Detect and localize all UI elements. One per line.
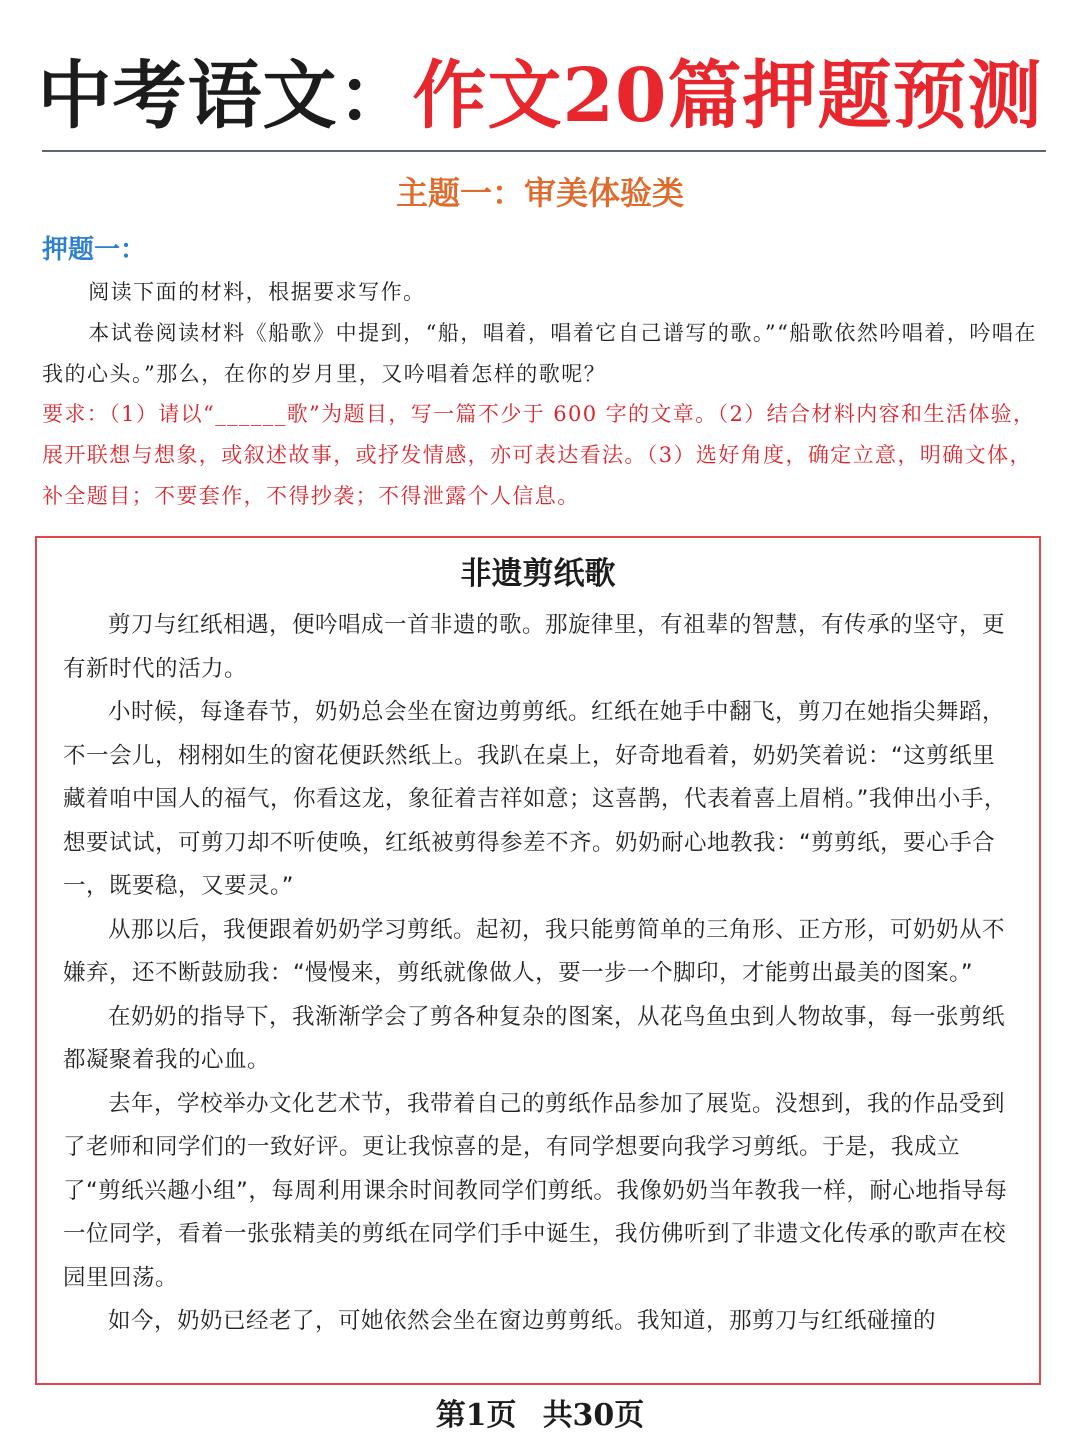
- title-divider: [42, 150, 1046, 152]
- essay-paragraph: 剪刀与红纸相遇，便吟唱成一首非遗的歌。那旋律里，有祖辈的智慧，有传承的坚守，更有新时代的活力。: [63, 612, 1006, 682]
- requirements-text: 要求：（1）请以“______歌”为题目，写一篇不少于 600 字的文章。（2）结合材料内容和生活体验，展开联想与想象，或叙述故事，或抒发情感，亦可表达看法。（3）选好角度，确定立意，明确文体，补全题目；不要套作，不得抄袭；不得泄露个人信息。: [42, 402, 1036, 508]
- title-main: 作文20篇押题预测: [412, 53, 1043, 139]
- title-prefix: 中考语文：: [37, 53, 413, 139]
- essay-box: [35, 536, 1041, 1385]
- essay-title: 非遗剪纸歌: [460, 556, 616, 592]
- essay-paragraph: 在奶奶的指导下，我渐渐学会了剪各种复杂的图案，从花鸟鱼虫到人物故事，每一张剪纸都凝聚着我的心血。: [63, 1003, 1006, 1073]
- theme-heading: 主题一：审美体验类: [395, 174, 684, 212]
- topic-heading: 押题一：: [42, 235, 147, 265]
- material-section: [42, 272, 1042, 395]
- material-instruction: 阅读下面的材料，根据要求写作。: [88, 280, 426, 304]
- essay-paragraph: 如今，奶奶已经老了，可她依然会坐在窗边剪剪纸。我知道，那剪刀与红纸碰撞的: [108, 1308, 937, 1334]
- page-total: 共30页: [542, 1398, 645, 1433]
- material-text: 本试卷阅读材料《船歌》中提到，“船，唱着，唱着它自己谱写的歌。”“船歌依然吟唱着，吟唱在我的心头。”那么，在你的岁月里，又吟唱着怎样的歌呢？: [42, 321, 1037, 386]
- essay-paragraph: 去年，学校举办文化艺术节，我带着自己的剪纸作品参加了展览。没想到，我的作品受到了老师和同学们的一致好评。更让我惊喜的是，有同学想要向我学习剪纸。于是，我成立了“剪纸兴趣小组”，每周利用课余时间教同学们剪纸。我像奶奶当年教我一样，耐心地指导每一位同学，看着一张张精美的剪纸在同学们手中诞生，我仿佛听到了非遗文化传承的歌声在校园里回荡。: [63, 1090, 1008, 1291]
- essay-paragraph: 小时候，每逢春节，奶奶总会坐在窗边剪剪纸。红纸在她手中翻飞，剪刀在她指尖舞蹈， 不一会儿，栩栩如生的窗花便跃然纸上。我趴在桌上，好奇地看着，奶奶笑着说：“这剪纸里藏着咱中国人的福气，你看这龙，象征着吉祥如意；这喜鹊，代表着喜上眉梢。”我伸出小手，想要试试，可剪刀却不听使唤，红纸被剪得参差不齐。奶奶耐心地教我：“剪剪纸，要心手合一，既要稳，又要灵。”: [63, 699, 1007, 899]
- essay-paragraph: 从那以后，我便跟着奶奶学习剪纸。起初，我只能剪简单的三角形、正方形，可奶奶从不嫌弃，还不断鼓励我：“慢慢来，剪纸就像做人，要一步一个脚印，才能剪出最美的图案。”: [63, 916, 1006, 986]
- page-footer: [0, 1396, 1080, 1436]
- essay-body: [63, 604, 1015, 1344]
- page-current: 第1页: [435, 1398, 517, 1433]
- page-title: [0, 48, 1080, 144]
